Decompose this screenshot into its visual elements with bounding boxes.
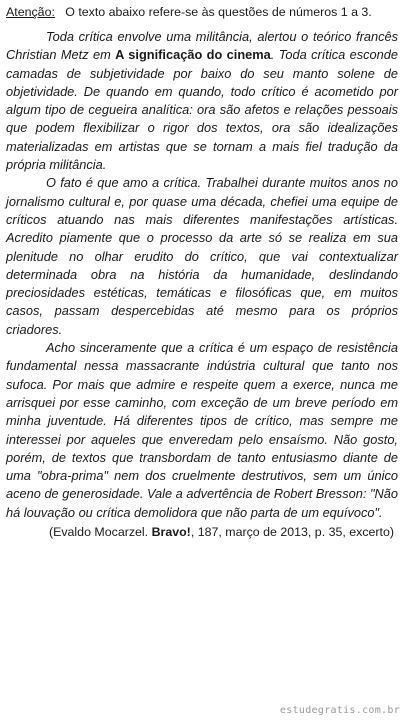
instruction-header xyxy=(6,4,398,21)
paragraph-1: Toda crítica envolve uma militância, alertou o teórico francês Christian Metz em A significação do cinema. Toda crítica esconde camadas de subjetividade por baixo do seu manto solene de objetividade. De quando em quando, todo crítico é acometido por algum tipo de cegueira analítica: ora são afetos e relações pessoais que podem flexibilizar o rigor dos textos, ora são idealizações materializadas em artistas que se tornam a mais fiel tradução da própria militância. xyxy=(6,29,398,173)
paragraph-3: Acho sinceramente que a crítica é um espaço de resistência fundamental nessa massacrante indústria cultural que tanto nos sufoca. Por mais que admire e respeite quem a exerce, nunca me arrisquei por esse caminho, com exceção de um breve período em minha juventude. Há diferentes tipos de crítico, mas sempre me interessei por aqueles que enveredam pelo ensaísmo. Não gosto, porém, de textos que transbordam de tanto entusiasmo diante de uma "obra-prima" nem dos cruelmente destrutivos, sem um único aceno de generosidade. Vale a advertência de Robert Bresson: "Não há louvação ou crítica demolidora que não parta de um equívoco". xyxy=(6,340,398,520)
book-title: A significação do cinema xyxy=(115,47,271,63)
watermark: estudegratis.com.br xyxy=(279,705,400,716)
magazine-name: Bravo! xyxy=(151,525,191,540)
instruction-text: O texto abaixo refere-se às questões de números 1 a 3. xyxy=(65,5,372,19)
attention-label: Atenção: xyxy=(6,5,55,19)
source-citation: (Evaldo Mocarzel. Bravo!, 187, março de 2013, p. 35, excerto) xyxy=(48,525,394,540)
paragraph-2: O fato é que amo a crítica. Trabalhei durante muitos anos no jornalismo cultural e, por quase uma década, chefiei uma equipe de críticos atuando nas mais diferentes manifestações artísticas. Acredito piamente que o processo da arte só se realiza em sua plenitude no olhar erudito do crítico, que vai contextualizar determinada obra na história da humanidade, deslindando preciosidades estéticas, temáticas e filosóficas que, em muitos casos, passam despercebidas até mesmo para os próprios criadores. xyxy=(6,175,398,337)
article-body xyxy=(6,28,398,522)
document xyxy=(6,4,398,541)
